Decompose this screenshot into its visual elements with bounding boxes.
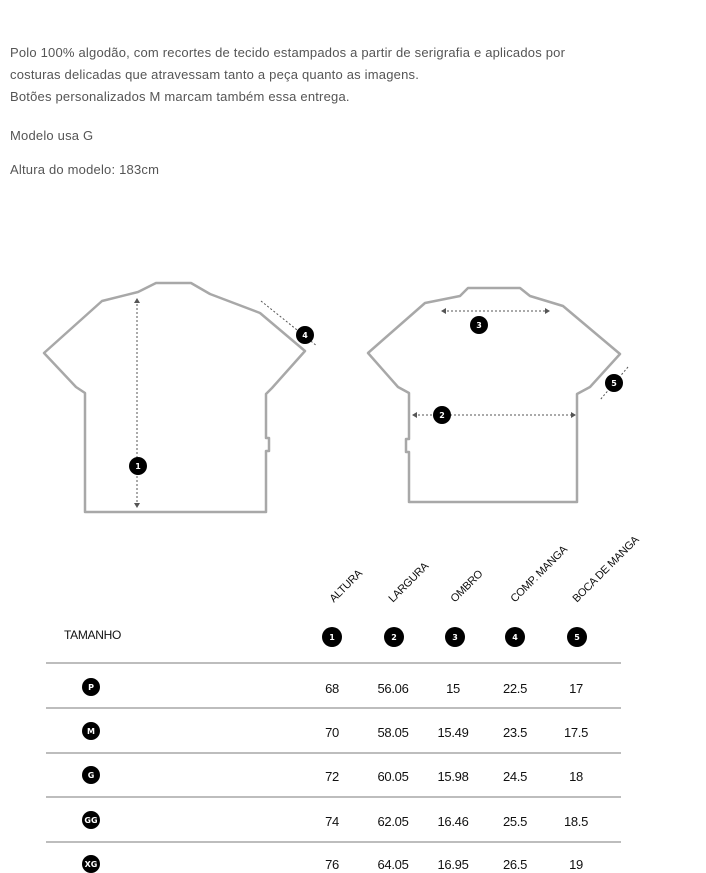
description-line-1: Polo 100% algodão, com recortes de tecido estampados a partir de serigrafia e aplicados por: [10, 45, 566, 60]
model-size-text: Modelo usa G: [10, 128, 94, 143]
diagram-badge-5: 5: [605, 374, 623, 392]
size-badge-p: P: [82, 678, 100, 696]
cell-largura: 64.05: [377, 857, 409, 872]
diagram-badge-4: 4: [296, 326, 314, 344]
table-divider: [46, 841, 621, 843]
cell-largura: 58.05: [377, 725, 409, 740]
cell-comp-manga: 26.5: [502, 857, 528, 872]
size-badge-xg: XG: [82, 855, 100, 873]
description-line-2: costuras delicadas que atravessam tanto a peça quanto as imagens.: [10, 67, 420, 82]
column-header-boca-de-manga: BOCA DE MANGA: [570, 534, 642, 605]
measurement-diagram: [0, 270, 706, 530]
size-badge-g: G: [82, 766, 100, 784]
table-divider: [46, 707, 621, 709]
shirt-front-outline: [44, 283, 305, 512]
column-badge-4: 4: [505, 627, 525, 647]
column-header-largura: LARGURA: [386, 560, 432, 605]
cell-ombro: 15: [446, 681, 460, 696]
column-badge-2: 2: [384, 627, 404, 647]
diagram-badge-1: 1: [129, 457, 147, 475]
diagram-badge-3: 3: [470, 316, 488, 334]
table-divider: [46, 752, 621, 754]
column-header-comp-manga: COMP. MANGA: [508, 543, 570, 605]
cell-comp-manga: 24.5: [502, 769, 528, 784]
cell-boca-de-manga: 18: [569, 769, 583, 784]
description-line-3: Botões personalizados M marcam também essa entrega.: [10, 89, 350, 104]
cell-boca-de-manga: 18.5: [563, 814, 589, 829]
column-badge-3: 3: [445, 627, 465, 647]
size-column-header: TAMANHO: [64, 628, 122, 642]
cell-boca-de-manga: 17.5: [563, 725, 589, 740]
diagram-badge-2: 2: [433, 406, 451, 424]
product-description: [10, 42, 690, 108]
cell-largura: 56.06: [377, 681, 409, 696]
column-badge-5: 5: [567, 627, 587, 647]
shirt-back-outline: [368, 288, 620, 502]
cell-altura: 68: [325, 681, 339, 696]
size-badge-gg: GG: [82, 811, 100, 829]
cell-altura: 72: [325, 769, 339, 784]
table-divider: [46, 662, 621, 664]
cell-ombro: 15.49: [437, 725, 469, 740]
cell-ombro: 16.95: [437, 857, 469, 872]
cell-comp-manga: 23.5: [502, 725, 528, 740]
column-header-altura: ALTURA: [327, 567, 365, 605]
cell-largura: 62.05: [377, 814, 409, 829]
column-badge-1: 1: [322, 627, 342, 647]
table-divider: [46, 796, 621, 798]
cell-ombro: 16.46: [437, 814, 469, 829]
cell-altura: 76: [325, 857, 339, 872]
model-height-text: Altura do modelo: 183cm: [10, 162, 160, 177]
cell-ombro: 15.98: [437, 769, 469, 784]
cell-largura: 60.05: [377, 769, 409, 784]
cell-comp-manga: 22.5: [502, 681, 528, 696]
cell-altura: 70: [325, 725, 339, 740]
cell-altura: 74: [325, 814, 339, 829]
cell-boca-de-manga: 19: [569, 857, 583, 872]
cell-boca-de-manga: 17: [569, 681, 583, 696]
cell-comp-manga: 25.5: [502, 814, 528, 829]
size-badge-m: M: [82, 722, 100, 740]
column-header-ombro: OMBRO: [448, 568, 486, 605]
